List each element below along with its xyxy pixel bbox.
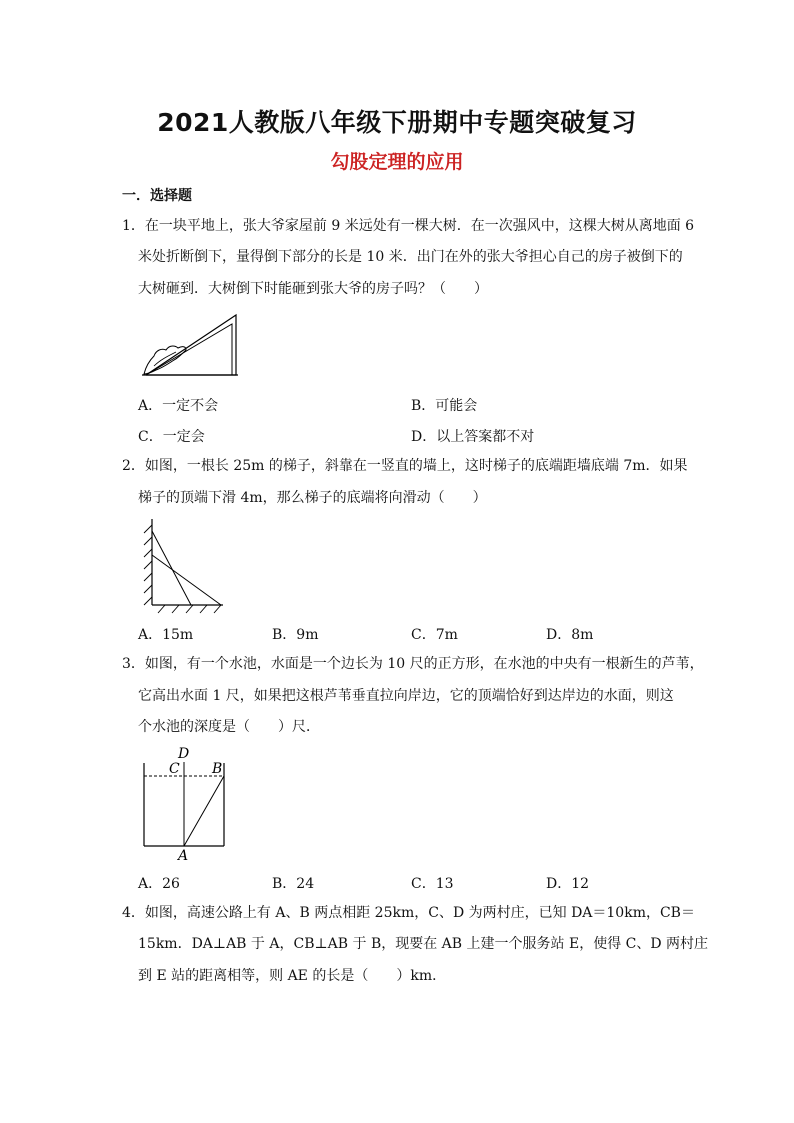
question-2-line-1: 2．如图，一根长 25m 的梯子，斜靠在一竖直的墙上，这时梯子的底端距墙底端 7m．如果 (122, 458, 688, 474)
question-4-line-2: 15km．DA⊥AB 于 A，CB⊥AB 于 B，现要在 AB 上建一个服务站 E，使得 C、D 两村庄 (138, 936, 709, 952)
label-c: C (169, 761, 180, 777)
question-1-option-d[interactable]: D．以上答案都不对 (411, 429, 535, 445)
question-3-figure (135, 742, 235, 864)
question-1-line-1: 1．在一块平地上，张大爷家屋前 9 米远处有一棵大树．在一次强风中，这棵大树从离地面 6 (122, 218, 695, 234)
question-2-option-a[interactable]: A．15m (138, 627, 194, 643)
question-4-line-3: 到 E 站的距离相等，则 AE 的长是（ ）km． (138, 968, 447, 984)
question-2-option-b[interactable]: B．9m (272, 627, 319, 643)
question-1-option-c[interactable]: C．一定会 (138, 429, 205, 445)
question-4-line-1: 4．如图，高速公路上有 A、B 两点相距 25km，C、D 为两村庄，已知 DA＝10km，CB＝ (122, 905, 695, 921)
label-a: A (178, 848, 189, 864)
question-3-line-1: 3．如图，有一个水池，水面是一个边长为 10 尺的正方形，在水池的中央有一根新生的芦苇， (122, 656, 704, 672)
question-1-figure (138, 310, 248, 382)
label-b: B (212, 761, 223, 777)
question-3-option-c[interactable]: C．13 (411, 876, 454, 892)
question-3-option-b[interactable]: B．24 (272, 876, 315, 892)
question-2-option-c[interactable]: C．7m (411, 627, 458, 643)
question-3-option-a[interactable]: A．26 (138, 876, 180, 892)
question-3-line-3: 个水池的深度是（ ）尺． (138, 719, 320, 735)
question-3-option-d[interactable]: D．12 (546, 876, 590, 892)
label-d: D (178, 746, 190, 762)
page-subtitle: 勾股定理的应用 (330, 151, 464, 173)
question-3-line-2: 它高出水面 1 尺，如果把这根芦苇垂直拉向岸边，它的顶端恰好到达岸边的水面，则这 (138, 688, 674, 704)
question-1-line-3: 大树砸到．大树倒下时能砸到张大爷的房子吗？（ ） (138, 281, 488, 297)
question-1-option-b[interactable]: B．可能会 (411, 398, 478, 414)
question-1-option-a[interactable]: A．一定不会 (138, 398, 219, 414)
question-1-line-2: 米处折断倒下，量得倒下部分的长是 10 米．出门在外的张大爷担心自己的房子被倒下的 (138, 249, 683, 265)
question-2-line-2: 梯子的顶端下滑 4m，那么梯子的底端将向滑动（ ） (138, 490, 487, 506)
page-title: 2021人教版八年级下册期中专题突破复习 (157, 108, 637, 137)
section-heading: 一．选择题 (122, 188, 192, 204)
question-2-figure (135, 515, 230, 615)
question-2-option-d[interactable]: D．8m (546, 627, 594, 643)
